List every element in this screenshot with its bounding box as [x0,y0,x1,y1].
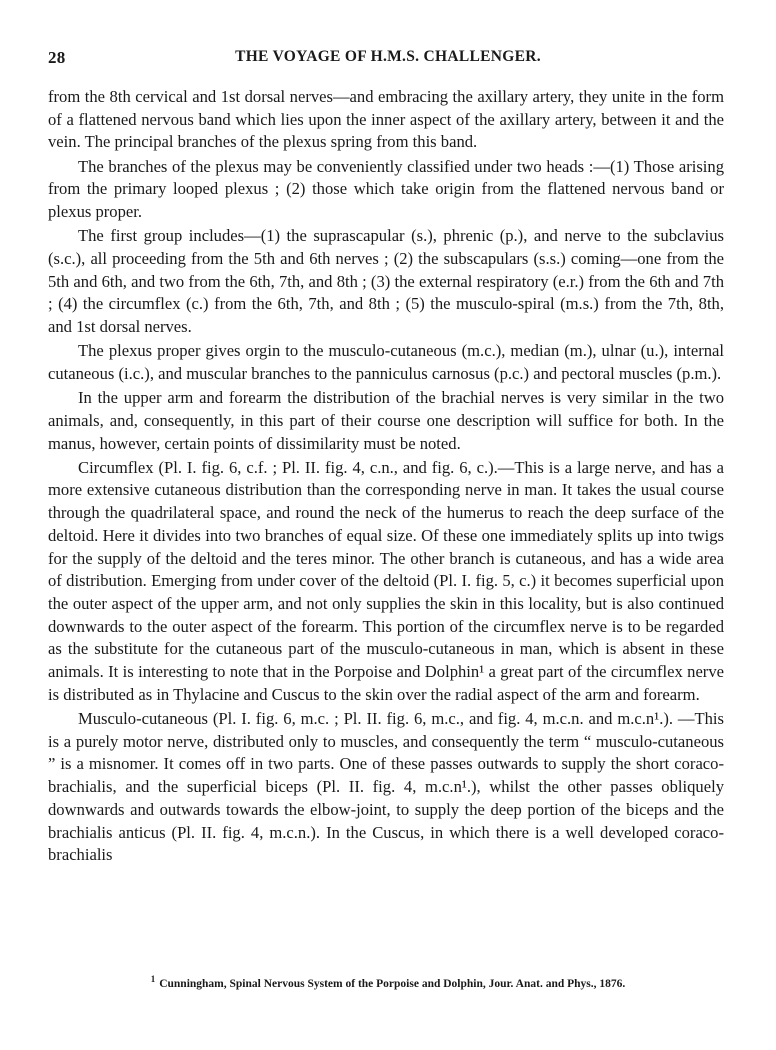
footnote-text: Cunningham, Spinal Nervous System of the Porpoise and Dolphin, Jour. Anat. and Phys., 1876. [159,977,626,990]
page-number: 28 [48,48,66,67]
footnote-marker: 1 [150,974,156,984]
paragraph-first-group: The first group includes—(1) the suprascapular (s.), phrenic (p.), and nerve to the subclavius (s.c.), all proceeding from the 5th and 6th nerves ; (2) the subscapulars (s.s.) coming—one from the 5th and 6th, and two from the 6th, 7th, and 8th ; (3) the external respiratory (e.r.) from the 6th and 7th ; (4) the circumflex (c.) from the 6th, 7th, and 8th ; (5) the musculo-spiral (m.s.) from the 7th, 8th, and 1st dorsal nerves. [48,226,724,337]
body-text [48,86,724,868]
paragraph-musculo-cutaneous: Musculo-cutaneous (Pl. I. fig. 6, m.c. ; Pl. II. fig. 6, m.c., and fig. 4, m.c.n. and m.c.n¹.). —This is a purely motor nerve, distributed only to muscles, and consequently the term “ musculo-cutaneous ” is a misnomer. It comes off in two parts. One of these passes outwards to supply the short coraco-brachialis, and the superficial biceps (Pl. II. fig. 4, m.c.n¹.), whilst the other passes obliquely downwards and outwards towards the elbow-joint, to supply the deep portion of the biceps and the brachialis anticus (Pl. II. fig. 4, m.c.n.). In the Cuscus, in which there is a well developed coraco-brachialis [48,708,724,865]
paragraph-circumflex: Circumflex (Pl. I. fig. 6, c.f. ; Pl. II. fig. 4, c.n., and fig. 6, c.).—This is a large nerve, and has a more extensive cutaneous distribution than the corresponding nerve in man. It takes the usual course through the quadrilateral space, and round the neck of the humerus to reach the deep surface of the deltoid. Here it divides into two branches of equal size. Of these one immediately splits up into twigs for the supply of the deltoid and the teres minor. The other branch is cutaneous, and has a wide area of distribution. Emerging from under cover of the deltoid (Pl. I. fig. 5, c.) it becomes superficial upon the outer aspect of the upper arm, and not only supplies the skin in this locality, but is also continued downwards to the outer aspect of the forearm. This portion of the circumflex nerve is to be regarded as the substitute for the cutaneous part of the musculo-cutaneous in man, which is absent in these animals. It is interesting to note that in the Porpoise and Dolphin¹ a great part of the circumflex nerve is distributed as in Thylacine and Cuscus to the skin over the radial aspect of the arm and forearm. [48,457,724,704]
running-title: THE VOYAGE OF H.M.S. CHALLENGER. [235,48,541,65]
paragraph-upper-arm: In the upper arm and forearm the distribution of the brachial nerves is very similar in the two animals, and, consequently, in this part of their course one description will suffice for both. In the manus, however, certain points of dissimilarity must be noted. [48,388,724,453]
paragraph-plexus-proper: The plexus proper gives orgin to the musculo-cutaneous (m.c.), median (m.), ulnar (u.), internal cutaneous (i.c.), and muscular branches to the panniculus carnosus (p.c.) and pectoral muscles (p.m.). [48,341,724,383]
paragraph-continued: from the 8th cervical and 1st dorsal nerves—and embracing the axillary artery, they unite in the form of a flattened nervous band which lies upon the inner aspect of the axillary artery, between it and the vein. The principal branches of the plexus spring from this band. [48,87,724,152]
footnote [48,974,728,990]
page-header [48,48,728,70]
paragraph-plexus-branches: The branches of the plexus may be conveniently classified under two heads :—(1) Those arising from the primary looped plexus ; (2) those which take origin from the flattened nervous band or plexus proper. [48,156,724,222]
